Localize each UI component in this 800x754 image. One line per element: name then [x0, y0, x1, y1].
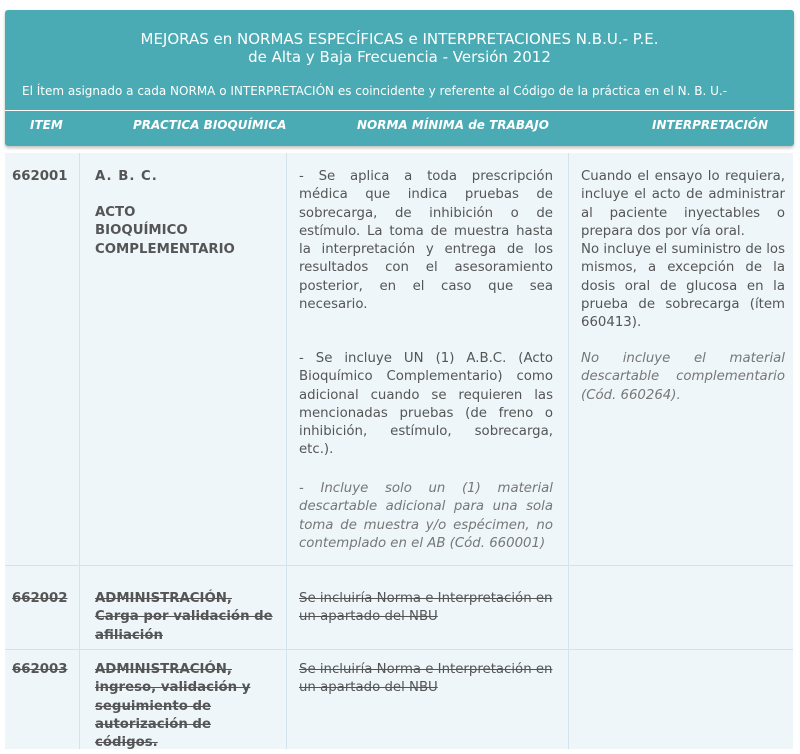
row-divider: [5, 565, 793, 566]
item-code: 662001: [12, 169, 68, 184]
interpretacion-paragraph-1: Cuando el ensayo lo requiera, incluye el acto de administrar al paciente inyectables o prepara dos por vía oral.: [581, 169, 785, 239]
norma-paragraph-2: - Se incluye UN (1) A.B.C. (Acto Bioquímico Complementario) como adicional cuando se requieren las mencionadas pruebas (de freno o inhibición, estímulo, sobrecarga, etc.).: [299, 351, 553, 458]
practice-name: ACTO BIOQUÍMICO COMPLEMENTARIO: [95, 205, 235, 257]
practice-name: ADMINISTRACIÓN, ingreso, validación y seguimiento de autorización de códigos.: [95, 662, 251, 751]
table-header-banner: [5, 10, 794, 146]
norma-paragraph-3: - Incluye solo un (1) material descartable adicional para una sola toma de muestra y/o espécimen, no contemplado en el AB (Cód. 660001): [299, 481, 553, 551]
title-line-2: de Alta y Baja Frecuencia - Versión 2012: [248, 48, 551, 66]
norms-table: [5, 153, 793, 749]
interpretacion-paragraph-2: No incluye el suministro de los mismos, a excepción de la dosis oral de glucosa en la prueba de sobrecarga (ítem 660413).: [581, 242, 785, 331]
practice-abbreviation: A. B. C.: [95, 169, 158, 184]
interpretacion-paragraph-3: No incluye el material descartable complementario (Cód. 660264).: [581, 351, 785, 403]
column-divider: [79, 153, 80, 749]
practice-name: ADMINISTRACIÓN, Carga por validación de afiliación: [95, 591, 273, 643]
item-code: 662003: [12, 662, 68, 677]
norma-paragraph-1: - Se aplica a toda prescripción médica que indica pruebas de sobrecarga, de inhibición o de estímulo. La toma de muestra hasta la interpretación y entrega de los resultados con el asesoramiento posterior, en el caso que sea necesario.: [299, 169, 553, 313]
header-divider: [5, 110, 794, 111]
row-divider: [5, 649, 793, 650]
header-note: El Ítem asignado a cada NORMA o INTERPRETACIÓN es coincidente y referente al Código de la práctica en el N. B. U.-: [22, 84, 728, 98]
column-header-practica: PRACTICA BIOQUÍMICA: [133, 118, 287, 132]
item-code: 662002: [12, 591, 68, 606]
column-header-interpretacion: INTERPRETACIÓN: [652, 118, 769, 132]
norma-text: Se incluiría Norma e Interpretación en un apartado del NBU: [299, 662, 553, 696]
column-header-norma: NORMA MÍNIMA de TRABAJO: [357, 118, 549, 132]
column-divider: [286, 153, 287, 749]
norma-text: Se incluiría Norma e Interpretación en un apartado del NBU: [299, 591, 553, 625]
column-divider: [568, 153, 569, 749]
column-header-item: ITEM: [30, 118, 63, 132]
document-title: [5, 30, 794, 66]
title-line-1: MEJORAS en NORMAS ESPECÍFICAS e INTERPRETACIONES N.B.U.- P.E.: [140, 30, 659, 48]
